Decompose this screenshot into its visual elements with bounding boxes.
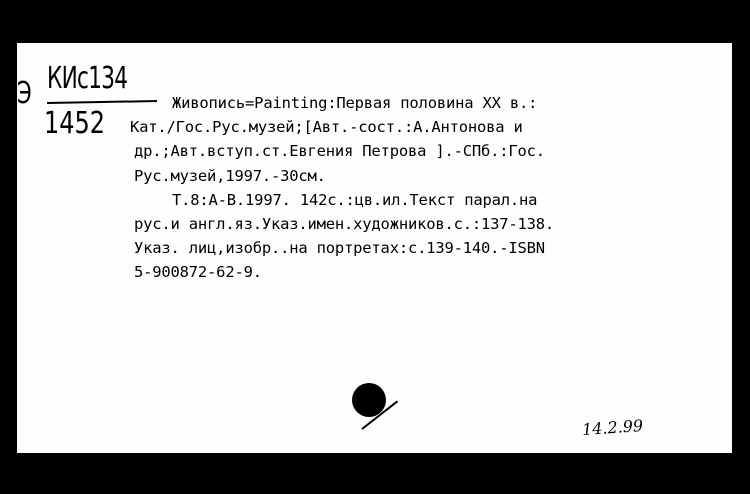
bibliographic-entry	[130, 91, 704, 285]
shelfmark-prefix: Э	[17, 76, 32, 111]
entry-line: др.;Авт.вступ.ст.Евгения Петрова ].-СПб.:Гос.	[134, 142, 545, 161]
entry-line: Рус.музей,1997.-30см.	[134, 166, 326, 185]
entry-line: рус.и англ.яз.Указ.имен.художников.с.:137-138.	[134, 214, 555, 233]
shelfmark-number: 1452	[44, 106, 106, 141]
date-note: 14.2.99	[581, 415, 644, 440]
shelfmark-code: КИс134	[47, 61, 128, 96]
entry-line: Указ. лиц,изобр..на портретах:с.139-140.-ISBN	[134, 239, 545, 258]
entry-line-title: Живопись=Painting:Первая половина XX в.:	[172, 94, 538, 112]
entry-line-isbn: 5-900872-62-9.	[134, 263, 262, 282]
catalog-card	[17, 43, 732, 453]
entry-line-volume: Т.8:А-В.1997. 142с.:цв.ил.Текст парал.на	[172, 190, 538, 209]
entry-line: Кат./Гос.Рус.музей;[Авт.-сост.:А.Антонова и	[130, 118, 523, 137]
